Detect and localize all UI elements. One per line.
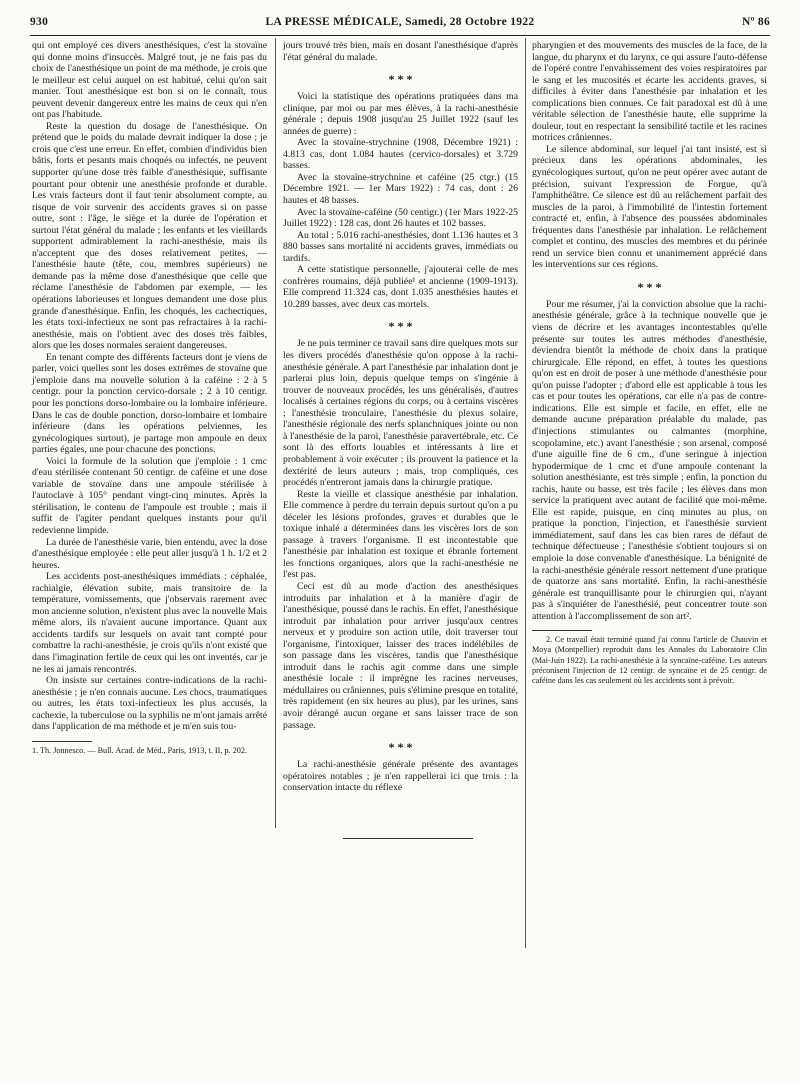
paragraph: Voici la statistique des opérations pratiquées dans ma clinique, par moi ou par mes élèves, à la rachi-anesthésie générale ; depuis 1908 jusqu'au 25 Juillet 1922 (sauf les années de guerre) : [283, 91, 518, 137]
page-number: 930 [30, 16, 49, 28]
paragraph: Avec la stovaïne-strychnine et caféine (25 ctgr.) (15 Décembre 1921. — 1er Mars 1922) : 74 cas, dont : 26 hautes et 48 basses. [283, 171, 518, 207]
footnote-rule [32, 741, 92, 742]
column-left [32, 40, 267, 756]
column-middle [283, 40, 518, 794]
paragraph: La rachi-anesthésie générale présente des avantages opératoires notables ; je n'en rappellerai ici que trois : la conservation intacte du réflexe [283, 759, 518, 794]
end-rule [343, 838, 473, 839]
section-separator: * * * [388, 72, 413, 87]
column-right [532, 40, 767, 686]
paragraph: qui ont employé ces divers anesthésiques, c'est la stovaïne qui donne moins d'insuccès. Malgré tout, je ne fais pas du choix de l'anesthésique un point de ma méthode, je crois que le meilleur est celui auquel on est habitué, celui qu'on sait manier. Tout anesthésique est bon si on le connaît, tous peuvent devenir dangereux entre les mains de ceux qui n'en ont pas l'habitude. [32, 40, 267, 121]
section-separator: * * * [388, 319, 413, 334]
paragraph: Les accidents post-anesthésiques immédiats : céphalée, rachialgie, élévation subite, mais transitoire de la température, vomissements, que j'observais rarement avec mon ancienne solution, n'existent plus avec la nouvelle Mais même alors, ils n'avaient aucune importance. Quant aux accidents tardifs sur lesquels on avait tant compté pour combattre la rachi-anesthésie, je crois qu'ils n'ont existé que dans l'imagination fertile de ceux qui les ont inventés, car je ne les ai jamais rencontrés. [32, 571, 267, 675]
column-divider [275, 38, 276, 828]
section-separator: * * * [388, 740, 413, 755]
footnote-rule [532, 630, 592, 631]
column-divider [525, 38, 526, 948]
section-separator: * * * [637, 279, 662, 294]
paragraph: Je ne puis terminer ce travail sans dire quelques mots sur les divers procédés d'anesthésie qu'on oppose à la rachi-anesthésie générale. A part l'anesthésie par inhalation dont je parlerai plus loin, depuis quelque temps on s'ingénie à trouver de nouveaux procédés, les uns généralisés, d'autres localisés à certaines régions du corps, ou à certains viscères ; l'anesthésie tronculaire, l'anesthésie du plexus solaire, l'anesthésie régionale des nerfs splanchniques jointe ou non à l'anesthésie de la paroi, l'anesthésie paravertébrale, etc. Ce sont là des efforts louables et intéressants à lire et probablement à voir exécuter ; ils prouvent la patience et la dextérité de leurs auteurs ; mais, trop compliqués, ces procédés n'entreront jamais dans la chirurgie pratique. [283, 338, 518, 489]
paragraph: Le silence abdominal, sur lequel j'ai tant insisté, est si précieux dans les opérations abdominales, les gynécologiques surtout, qu'on ne peut opérer avec autant de précision, suivant l'expression de Forgue, qu'à l'amphithéâtre. Ce silence est dû au relâchement parfait des muscles de la paroi, à l'immobilité de l'intestin fortement contracté et, enfin, à l'absence des poussées abdominales fréquentes dans l'anesthésie par inhalation. Le relâchement complet et continu, des muscles des membres et du périnée rend un service bien connu et unanimement apprécié dans les interventions sur ces régions. [532, 143, 767, 271]
page-header [30, 16, 770, 32]
paragraph: On insiste sur certaines contre-indications de la rachi-anesthésie ; je n'en connais aucune. Les chocs, traumatiques ou autres, les états toxi-infectieux les plus accusés, la cachexie, la tuberculose ou la syphilis ne m'ont jamais arrêté dans l'application de ma méthode et je m'en suis tou- [32, 675, 267, 733]
paragraph: pharyngien et des mouvements des muscles de la face, de la langue, du pharynx et du larynx, ce qui assure l'auto-défense de l'opéré contre l'envahissement des voies respiratoires par le sang et les mucosités et écarte les accidents graves, si difficiles à éviter dans l'anesthésie par inhalation et les complications bien connues. Ce fait paradoxal est dû à une véritable sélection de l'anesthésie haute, elle supprime la douleur, tout en respectant la sensibilité tactile et les racines motrices crâniennes. [532, 40, 767, 144]
paragraph: Pour me résumer, j'ai la conviction absolue que la rachi-anesthésie générale, grâce à la technique nouvelle que je viens de décrire et les avantages incontestables qu'elle présente sur toutes les autres méthodes d'anesthésie, deviendra bientôt la méthode de choix dans la pratique chirurgicale. Elle répond, en effet, à toutes les questions qu'on est en droit de poser à une méthode d'anesthésie pour qu'on puisse l'adopter ; d'abord elle est applicable à tous les cas et pour toutes les opérations, car elle n'a pas de contre-indications. Elle est simple et facile, en effet, elle ne demande aucune préparation préalable du malade, pas d'injections stimulantes ou calmantes (morphine, scopolamine, etc.) avant l'anesthésie ; son arsenal, composé d'une aiguille fine de 6 cm., d'une seringue à injection hypodermique de 1 cmc et d'une ampoule contenant la solution anesthésiante, est très simple ; enfin, la ponction du rachis, haute ou basse, est très facile ; les élèves dans mon service la pratiquent avec autant de facilité que moi-même. Elle est rapide, puisque, en cinq minutes au plus, on pratique la ponction, l'injection, et l'anesthésie survient immédiatement, sauf dans les cas bien rares de défaut de technique défectueuse ; l'anesthésie s'obtient toujours si on emploie la dose convenable d'anesthésique. La bénignité de la rachi-anesthésie générale ressort nettement d'une pratique de quatorze ans sans mortalité. Enfin, la rachi-anesthésie générale est tranquillisante pour le chirurgien qui, n'ayant pas à s'inquiéter de l'anesthésié, peut concentrer toute son attention à l'accomplissement de son art². [532, 298, 767, 622]
paragraph: Ceci est dû au mode d'action des anesthésiques introduits par inhalation et à la manière d'agir de l'anesthésique, poussé dans le rachis. En effet, l'anesthésique introduit par inhalation pour arriver jusqu'aux centres nerveux et y produire son action utile, doit traverser tout l'organisme, l'intoxiquer, laisser des traces indélébiles de son passage dans les viscères, tandis que l'anesthésique introduit dans le rachis agit comme dans une simple anesthésie locale : il imprègne les racines nerveuses, médullaires ou crâniennes, puis s'élimine presque en totalité, très rapidement (en six heures au plus), par les urines, sans avoir dérangé aucun organe et sans laisser trace de son passage. [283, 580, 518, 731]
paragraph: A cette statistique personnelle, j'ajouterai celle de mes confrères roumains, déjà publiée¹ et ancienne (1909-1913). Elle comprend 11.324 cas, dont 1.035 anesthésies hautes et 10.289 basses, avec deux cas mortels. [283, 264, 518, 310]
paragraph: En tenant compte des différents facteurs dont je viens de parler, voici quelles sont les doses extrêmes de stovaïne que j'emploie dans ma nouvelle solution à la caféine : 2 à 5 centigr. pour la ponction cervico-dorsale ; 2 à 10 centigr. pour les ponctions dorso-lombaire ou la lombaire inférieure. Dans le cas de double ponction, dorso-lombaire et lombaire inférieure (dans les opérations pelviennes, les gynécologiques surtout), je partage mon ampoule en deux parties égales, une pour chacune des ponctions. [32, 351, 267, 456]
footnote: 2. Ce travail était terminé quand j'ai connu l'article de Chauvin et Moya (Montpellier) reproduit dans les Annales du Laboratoire Clin (Mai-Juin 1922). La rachi-anesthésie à la syncaïne-caféine. Les auteurs préconisent l'injection de 12 centigr. de syncaïne et de 25 centigr. de caféine dans les cas seulement où les accidents sont à prévoir. [532, 635, 767, 686]
paragraph: Reste la vieille et classique anesthésie par inhalation. Elle commence à perdre du terrain depuis surtout qu'on a pu déceler les lésions profondes, graves et durables que le toxique inhalé a déterminées dans les viscères lors de son passage à travers l'organisme. Il est incontestable que l'anesthésie par inhalation est toxique et ébranle fortement les fonctions organiques, alors que la rachi-anesthésie ne l'est pas. [283, 488, 518, 581]
paragraph: jours trouvé très bien, mais en dosant l'anesthésique d'après l'état général du malade. [283, 40, 518, 63]
paragraph: Avec la stovaïne-caféine (50 centigr.) (1er Mars 1922-25 Juillet 1922) : 128 cas, dont 26 hautes et 102 basses. [283, 206, 518, 230]
paragraph: Au total : 5.016 rachi-anesthésies, dont 1.136 hautes et 3 880 basses sans mortalité ni accidents graves, immédiats ou tardifs. [283, 229, 518, 264]
paragraph: Reste la question du dosage de l'anesthésique. On prétend que le poids du malade devrait indiquer la dose ; je crois que c'est une erreur. En effet, combien d'individus bien bâtis, forts et pesants mais choqués ou infectés, ne peuvent supporter qu'une dose très faible d'anesthésique, suffisante pourtant pour obtenir une anesthésie profonde et durable. Les vrais facteurs dont il faut tenir absolument compte, au risque de voir survenir des accidents graves si on passe outre, sont : l'âge, le siège et la durée de l'opération et surtout l'état général du malade ; les enfants et les vieillards supportent admirablement la rachi-anesthésie, mais ils n'acceptent que des doses relativement petites, — l'anesthésie haute (tête, cou, membres supérieurs) ne demande pas la même dose d'anesthésique que celle que réclame l'anesthésie de l'abdomen par exemple, — les opérations laborieuses et longues demandent une dose plus grande d'anesthésique. Enfin, les choqués, les cachectiques, les états toxi-infectieux ne sont pas refractaires à la rachi-anesthésie, mais on l'obtient avec des doses très faibles, alors que les doses normales seraient dangereuses. [32, 120, 267, 352]
footnote: 1. Th. Jonnesco. — Bull. Acad. de Méd., Paris, 1913, t. II, p. 202. [32, 745, 247, 755]
paragraph: Avec la stovaïne-strychnine (1908, Décembre 1921) : 4.813 cas, dont 1.084 hautes (cervico-dorsales) et 3.729 basses. [283, 137, 518, 172]
paragraph: Voici la formule de la solution que j'emploie : 1 cmc d'eau stérilisée contenant 50 centigr. de caféine et une dose variable de stovaïne dans une ampoule stérilisée à l'autoclave à 105° pendant vingt-cinq minutes. Après la stérilisation, le contenu de l'ampoule est trouble ; mais il suffit de l'agiter pendant quelques instants pour qu'il redevienne limpide. [32, 455, 267, 536]
paragraph: La durée de l'anesthésie varie, bien entendu, avec la dose d'anesthésique employée : elle peut aller jusqu'à 1 h. 1/2 et 2 heures. [32, 536, 267, 571]
header-rule [30, 35, 770, 36]
issue-number: Nº 86 [742, 16, 770, 28]
journal-title: LA PRESSE MÉDICALE, Samedi, 28 Octobre 1922 [265, 16, 535, 28]
